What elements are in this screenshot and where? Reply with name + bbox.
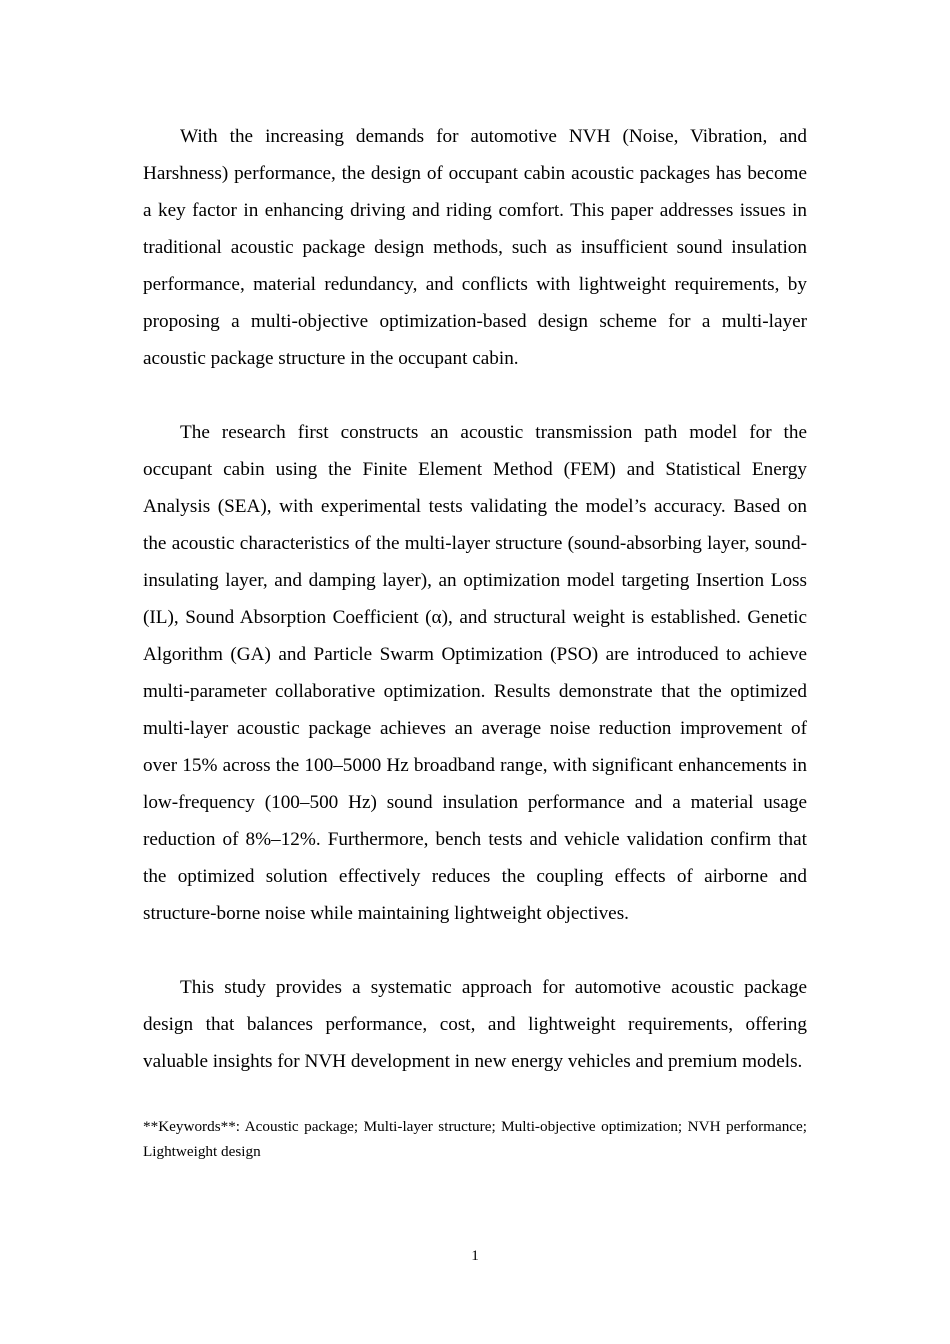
abstract-body — [143, 118, 807, 1080]
page-number-footer: 1 — [471, 1247, 479, 1264]
keywords-line: **Keywords**: Acoustic package; Multi-layer structure; Multi-objective optimization; NVH performance; Lightweight design — [143, 1118, 807, 1160]
paragraph-2: The research first constructs an acoustic transmission path model for the occupant cabin using the Finite Element Method (FEM) and Statistical Energy Analysis (SEA), with experimental tests validating the model’s accuracy. Based on the acoustic characteristics of the multi-layer structure (sound-absorbing layer, sound-insulating layer, and damping layer), an optimization model targeting Insertion Loss (IL), Sound Absorption Coefficient (α), and structural weight is established. Genetic Algorithm (GA) and Particle Swarm Optimization (PSO) are introduced to achieve multi-parameter collaborative optimization. Results demonstrate that the optimized multi-layer acoustic package achieves an average noise reduction improvement of over 15% across the 100–5000 Hz broadband range, with significant enhancements in low-frequency (100–500 Hz) sound insulation performance and a material usage reduction of 8%–12%. Furthermore, bench tests and vehicle validation confirm that the optimized solution effectively reduces the coupling effects of airborne and structure-borne noise while maintaining lightweight objectives. — [143, 422, 807, 924]
keywords-section — [143, 1114, 807, 1164]
paragraph-3: This study provides a systematic approach for automotive acoustic package design that balances performance, cost, and lightweight requirements, offering valuable insights for NVH development in new energy vehicles and premium models. — [143, 977, 807, 1072]
paragraph-1: With the increasing demands for automotive NVH (Noise, Vibration, and Harshness) performance, the design of occupant cabin acoustic packages has become a key factor in enhancing driving and riding comfort. This paper addresses issues in traditional acoustic package design methods, such as insufficient sound insulation performance, material redundancy, and conflicts with lightweight requirements, by proposing a multi-objective optimization-based design scheme for a multi-layer acoustic package structure in the occupant cabin. — [143, 126, 807, 369]
